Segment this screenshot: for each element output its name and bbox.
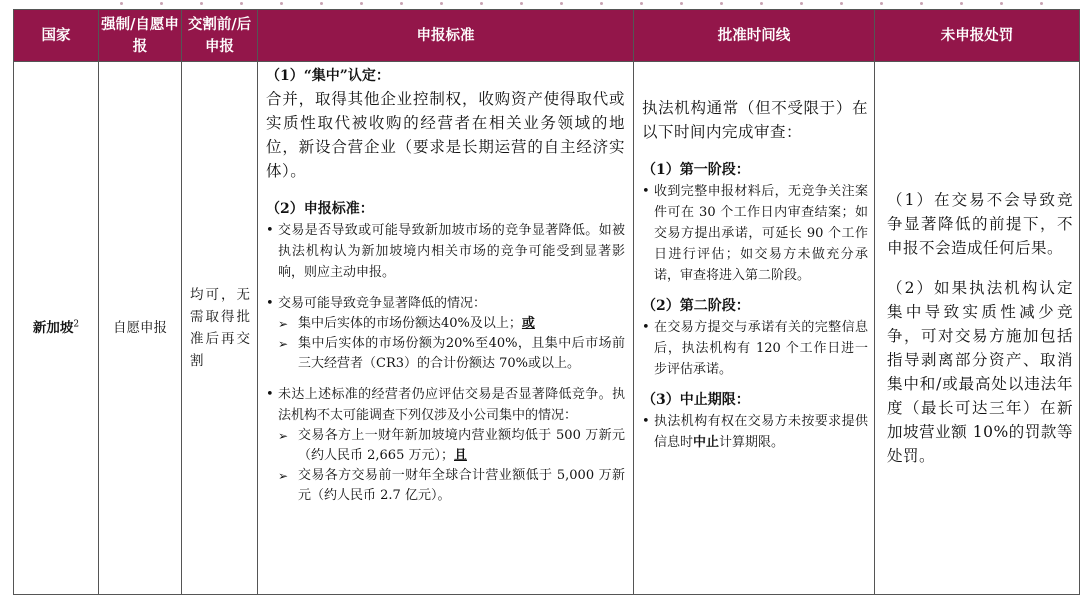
std-arrow-2: ➢ 集中后实体的市场份额为20%至40%，且集中后市场前三大经营者（CR3）的合计份额达 70%或以上。 — [266, 334, 625, 374]
cell-pre-post: 均可，无需取得批准后再交割 — [182, 62, 258, 595]
timeline-phase3-bold: 中止 — [693, 435, 720, 450]
cell-mandatory: 自愿申报 — [99, 62, 182, 595]
header-country: 国家 — [14, 10, 99, 62]
cell-standard — [258, 62, 634, 595]
cell-country — [14, 62, 99, 595]
header-row — [14, 10, 1080, 62]
std-arrow-4: ➢ 交易各方交易前一财年全球合计营业额低于 5,000 万新元（约人民币 2.7 亿元）。 — [266, 466, 625, 506]
table-row — [14, 62, 1080, 595]
country-name: 新加坡 — [32, 320, 74, 336]
std-bullet-3: • 未达上述标准的经营者仍应评估交易是否显著降低竞争。执法机构不太可能调查下列仅涉及小公司集中的情况： — [266, 384, 625, 426]
std-sec1-title: （1）“集中”认定： — [266, 68, 390, 84]
std-sec2-title: （2）申报标准： — [266, 201, 374, 217]
timeline-phase3-post: 计算期限。 — [719, 435, 785, 450]
penalty-para-1: （1）在交易不会导致竞争显著降低的前提下，不申报不会造成任何后果。 — [887, 191, 1073, 257]
std-arrow-1 — [266, 314, 625, 334]
std-arrow-3-text: 交易各方上一财年新加坡境内营业额均低于 500 万新元（约人民币 2,665 万元）； — [298, 428, 625, 463]
footnote-marker: 2 — [73, 319, 80, 330]
timeline-phase3-title: （3）中止期限： — [642, 392, 750, 408]
penalty-para-2: （2）如果执法机构认定集中导致实质性减少竞争，可对交易方施加包括指导剥离部分资产、取消集中和/或最高处以违法年度（最长可达三年）在新加坡营业额 10%的罚款等处罚。 — [887, 279, 1073, 465]
std-arrow-1-conj: 或 — [521, 316, 535, 331]
header-pre-post: 交割前/后申报 — [182, 10, 258, 62]
header-standard: 申报标准 — [258, 10, 634, 62]
std-sec1-body: 合并，取得其他企业控制权，收购资产使得取代或实质性取代被收购的经营者在相关业务领域的地位，新设合营企业（要求是长期运营的自主经济实体）。 — [266, 90, 625, 180]
timeline-phase1-title: （1）第一阶段： — [642, 162, 750, 178]
header-penalty: 未申报处罚 — [875, 10, 1080, 62]
header-timeline: 批准时间线 — [634, 10, 875, 62]
std-arrow-1-text: 集中后实体的市场份额达40%及以上； — [298, 316, 522, 331]
cell-timeline — [634, 62, 875, 595]
cell-penalty — [875, 62, 1080, 595]
merger-filing-table — [13, 9, 1080, 595]
decorative-dot-border — [0, 0, 1080, 8]
timeline-phase1-body: • 收到完整申报材料后，无竞争关注案件可在 30 个工作日内审查结案；如交易方提出承诺，可延长 90 个工作日进行评估；如交易方未做充分承诺，审查将进入第二阶段。 — [642, 181, 868, 286]
std-bullet-2: • 交易可能导致竞争显著降低的情况： — [266, 293, 625, 314]
timeline-phase3-body — [642, 411, 868, 453]
std-bullet-1: • 交易是否导致或可能导致新加坡市场的竞争显著降低。如被执法机构认为新加坡境内相关市场的竞争可能受到显著影响，则应主动申报。 — [266, 220, 625, 283]
timeline-intro: 执法机构通常（但不受限于）在以下时间内完成审查： — [642, 99, 868, 141]
std-arrow-3-conj: 且 — [453, 448, 467, 463]
header-mandatory: 强制/自愿申报 — [99, 10, 182, 62]
timeline-phase2-title: （2）第二阶段： — [642, 298, 750, 314]
timeline-phase3-pre: 执法机构有权在交易方未按要求提供信息时 — [654, 414, 868, 450]
timeline-phase2-body: • 在交易方提交与承诺有关的完整信息后，执法机构有 120 个工作日进一步评估承诺。 — [642, 317, 868, 380]
std-arrow-3 — [266, 426, 625, 466]
